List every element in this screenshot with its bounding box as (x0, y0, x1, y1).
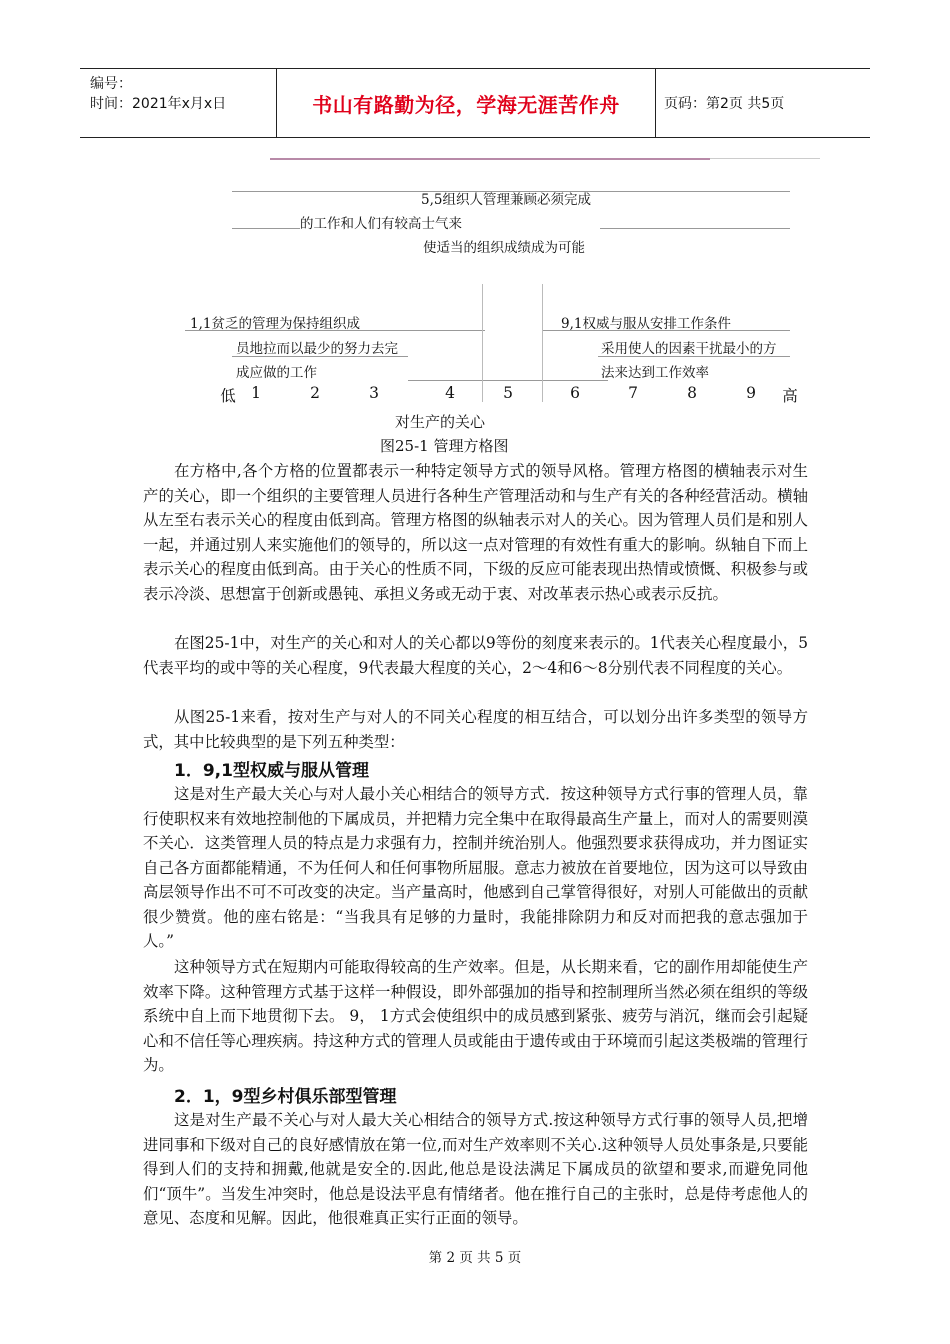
axis-tick: 6 (570, 384, 580, 402)
grid-label-9-1: 采用使人的因素干扰最小的方 (601, 341, 777, 357)
header-meta-cell (80, 69, 277, 137)
axis-tick: 8 (687, 384, 697, 402)
axis-low-label: 低 (220, 387, 236, 405)
grid-line (408, 380, 608, 381)
section-heading: 2．1，9型乡村俱乐部型管理 (174, 1087, 397, 1107)
document-time-label: 时间：2021年x月x日 (90, 96, 227, 112)
body-paragraph: 从图25-1来看，按对生产与对人的不同关心程度的相互结合，可以划分出许多类型的领导方式，其中比较典型的是下列五种类型： (143, 708, 808, 751)
axis-tick: 2 (310, 384, 320, 402)
grid-label-1-1: 员地拉而以最少的努力去完 (236, 341, 398, 357)
axis-tick: 5 (503, 384, 513, 402)
body-paragraph: 这是对生产最大关心与对人最小关心相结合的领导方式．按这种领导方式行事的管理人员，靠行使职权来有效地控制他的下属成员，并把精力完全集中在取得最高生产量上，而对人的需要则漠不关心．这类管理人员的特点是力求强有力，控制并统治别人。他强烈要求获得成功，并力图证实自己各方面都能精通，不为任何人和任何事物所屈服。意志力被放在首要地位，因为这可以导致由高层领导作出不可不可改变的决定。当产量高时，他感到自己掌管得很好，对别人可能做出的贡献很少赞赏。他的座右铭是：“当我具有足够的力量时，我能排除阴力和反对而把我的意志强加于人。” (143, 785, 808, 950)
decorative-line (710, 158, 820, 159)
grid-label-5-5: 的工作和人们有较高士气来 (300, 216, 462, 232)
grid-label-1-1: 1,1贫乏的管理为保持组织成 (190, 316, 360, 332)
header-motto-cell (277, 69, 656, 137)
grid-line (542, 284, 543, 402)
grid-label-5-5: 使适当的组织成绩成为可能 (423, 240, 585, 256)
header-page-number: 页码：第2页 共5页 (664, 96, 785, 112)
page-footer: 第 2 页 共 5 页 (428, 1250, 522, 1266)
header-page-cell (656, 69, 870, 137)
grid-line (232, 228, 300, 229)
axis-tick: 3 (369, 384, 379, 402)
document-number-label: 编号： (90, 76, 132, 92)
grid-label-9-1: 法来达到工作效率 (601, 365, 709, 381)
page-header (80, 68, 870, 138)
grid-label-5-5: 5,5组织人管理兼顾必须完成 (421, 192, 591, 208)
header-motto: 书山有路勤为径，学海无涯苦作舟 (312, 93, 620, 117)
x-axis-title: 对生产的关心 (395, 413, 486, 431)
axis-tick: 9 (746, 384, 756, 402)
axis-high-label: 高 (782, 387, 798, 405)
axis-tick: 7 (628, 384, 638, 402)
figure-caption: 图25-1 管理方格图 (380, 437, 509, 455)
decorative-line (270, 158, 710, 160)
body-paragraph: 在方格中,各个方格的位置都表示一种特定领导方式的领导风格。管理方格图的横轴表示对生产的关心，即一个组织的主要管理人员进行各种生产管理活动和与生产有关的各种经营活动。横轴从左至右表示关心的程度由低到高。管理方格图的纵轴表示对人的关心。因为管理人员们是和别人一起，并通过别人来实施他们的领导的，所以这一点对管理的有效性有重大的影响。纵轴自下而上表示关心的程度由低到高。由于关心的性质不同，下级的反应可能表现出热情或愤慨、积极参与或表示冷淡、思想富于创新或愚钝、承担义务或无动于衷、对改革表示热心或表示反抗。 (143, 462, 808, 603)
body-paragraph: 这种领导方式在短期内可能取得较高的生产效率。但是，从长期来看，它的副作用却能使生产效率下降。这种管理方式基于这样一种假设，即外部强加的指导和控制理所当然必须在组织的等级系统中自上而下地贯彻下去。 9， 1方式会使组织中的成员感到紧张、疲劳与消沉，继而会引起疑心和不信任等心理疾病。持这种方式的管理人员或能由于遗传或由于环境而引起这类极端的管理行为。 (143, 958, 808, 1074)
grid-line (482, 284, 483, 402)
axis-tick: 1 (251, 384, 261, 402)
grid-label-9-1: 9,1权威与服从安排工作条件 (561, 316, 731, 332)
grid-label-1-1: 成应做的工作 (236, 365, 317, 381)
body-paragraph: 这是对生产最不关心与对人最大关心相结合的领导方式.按这种领导方式行事的领导人员,把增进同事和下级对自己的良好感情放在第一位,而对生产效率则不关心.这种领导人员处事条是,只要能得到人们的支持和拥戴,他就是安全的.因此,他总是设法满足下属成员的欲望和要求,而避免同他们“顶牛”。当发生冲突时，他总是设法平息有情绪者。他在推行自己的主张时，总是侍考虑他人的意见、态度和见解。因此，他很难真正实行正面的领导。 (143, 1111, 808, 1227)
axis-tick: 4 (445, 384, 455, 402)
section-heading: 1．9,1型权威与服从管理 (174, 761, 369, 781)
grid-line (600, 228, 790, 229)
body-paragraph: 在图25-1中，对生产的关心和对人的关心都以9等份的刻度来表示的。1代表关心程度最小，5代表平均的或中等的关心程度，9代表最大程度的关心，2～4和6～8分别代表不同程度的关心。 (143, 634, 808, 677)
